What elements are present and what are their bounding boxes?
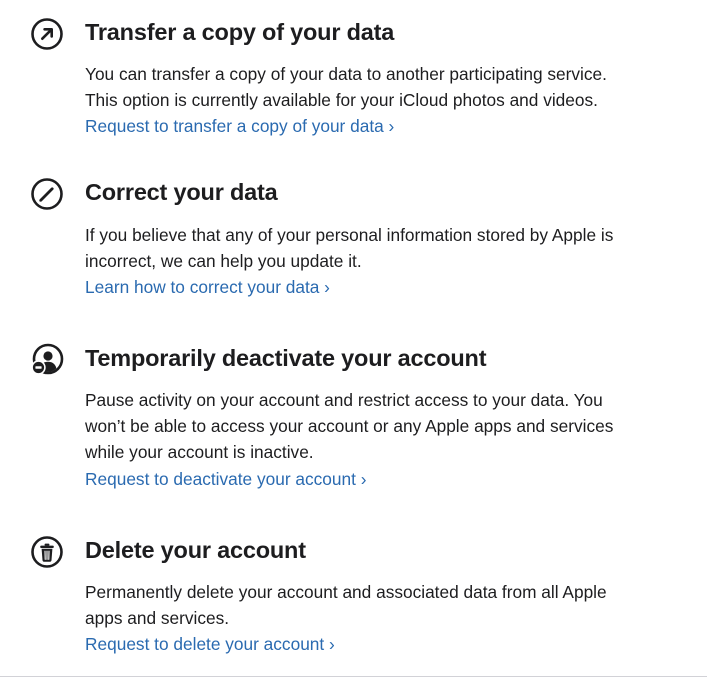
section-title: Transfer a copy of your data	[85, 19, 395, 45]
description-line: Pause activity on your account and restrict access to your data. You	[85, 390, 603, 410]
pencil-circle-icon	[30, 177, 64, 211]
section-title: Delete your account	[85, 537, 306, 563]
deactivate-account-link[interactable]: Request to deactivate your account ›	[85, 469, 367, 489]
description-line: Permanently delete your account and associated data from all Apple	[85, 582, 607, 602]
description-line: This option is currently available for your iCloud photos and videos.	[85, 90, 598, 110]
trash-circle-icon	[30, 535, 64, 569]
section-description	[85, 61, 685, 113]
section-description	[85, 579, 685, 631]
description-line: You can transfer a copy of your data to another participating service.	[85, 64, 607, 84]
section-description	[85, 222, 685, 274]
description-line: incorrect, we can help you update it.	[85, 251, 362, 271]
correct-data-link[interactable]: Learn how to correct your data ›	[85, 277, 330, 297]
section-title: Temporarily deactivate your account	[85, 345, 487, 371]
description-line: If you believe that any of your personal information stored by Apple is	[85, 225, 614, 245]
description-line: apps and services.	[85, 608, 230, 628]
delete-account-link[interactable]: Request to delete your account ›	[85, 634, 335, 654]
divider	[0, 676, 707, 677]
description-line: won’t be able to access your account or any Apple apps and services	[85, 416, 614, 436]
transfer-data-link[interactable]: Request to transfer a copy of your data ›	[85, 116, 395, 136]
section-title: Correct your data	[85, 179, 278, 205]
arrow-up-right-circle-icon	[30, 17, 64, 51]
person-deactivate-icon	[30, 343, 64, 377]
description-line: while your account is inactive.	[85, 442, 314, 462]
section-description	[85, 387, 685, 465]
